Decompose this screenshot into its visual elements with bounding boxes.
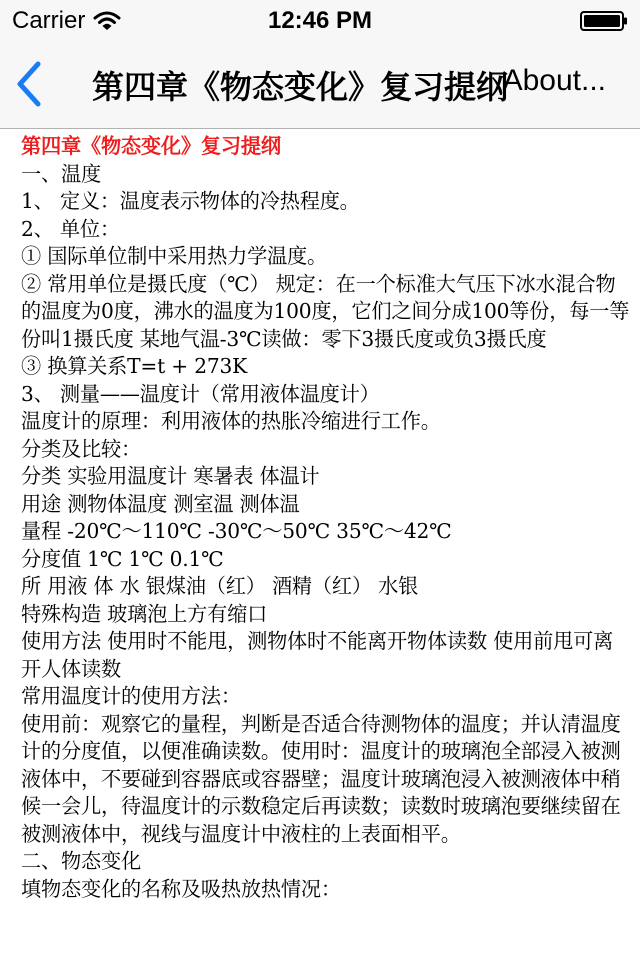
document-line: 用途 测物体温度 测室温 测体温 (21, 491, 300, 516)
back-button[interactable] (8, 58, 56, 110)
document-line: 1、 定义：温度表示物体的冷热程度。 (21, 189, 360, 213)
document-line: ② 常用单位是摄氏度（℃） 规定：在一个标准大气压下冰水混合物的温度为0度，沸水的温度为100度，它们之间分成100等份，每一等份叫1摄氏度 某地气温-3℃读做：零下3摄氏度或负3摄氏度 (21, 271, 630, 351)
document-line: 所 用液 体 水 银煤油（红） 酒精（红） 水银 (21, 574, 419, 598)
document-line: 2、 单位： (21, 216, 120, 241)
navigation-bar (0, 40, 640, 129)
status-time: 12:46 PM (267, 7, 373, 34)
document-line: 填物态变化的名称及吸热放热情况： (21, 876, 341, 901)
about-button[interactable]: About... (502, 64, 606, 97)
document-line: 特殊构造 玻璃泡上方有缩口 (21, 601, 268, 626)
document-line: 使用方法 使用时不能甩，测物体时不能离开物体读数 使用前甩可离开人体读数 (21, 629, 614, 681)
document-line: 二、物态变化 (21, 849, 141, 873)
document-content (21, 133, 631, 960)
page-title: 第四章《物态变化》复习提纲 (92, 68, 509, 106)
document-line: 使用前：观察它的量程，判断是否适合待测物体的温度；并认清温度计的分度值，以便准确读数。使用时：温度计的玻璃泡全部浸入被测液体中，不要碰到容器底或容器壁；温度计玻璃泡浸入被测液体中稍候一会儿，待温度计的示数稳定后再读数；读数时玻璃泡要继续留在被测液体中，视线与温度计中液柱的上表面相平。 (21, 711, 621, 846)
document-title: 第四章《物态变化》复习提纲 (21, 134, 281, 158)
battery-icon (580, 11, 628, 31)
document-line: 3、 测量——温度计（常用液体温度计） (21, 381, 380, 406)
carrier-label: Carrier (12, 7, 86, 34)
document-line: 常用温度计的使用方法： (21, 684, 241, 708)
chevron-left-icon (8, 58, 56, 110)
document-line: 一、温度 (21, 161, 101, 186)
document-line: 分度值 1℃ 1℃ 0.1℃ (21, 546, 224, 571)
document-line: ① 国际单位制中采用热力学温度。 (21, 244, 328, 268)
document-line: 分类及比较： (21, 436, 141, 461)
document-line: ③ 换算关系T=t + 273K (21, 354, 248, 378)
document-line: 温度计的原理：利用液体的热胀冷缩进行工作。 (21, 409, 441, 433)
document-line: 分类 实验用温度计 寒暑表 体温计 (21, 464, 320, 488)
document-line: 量程 -20℃～110℃ -30℃～50℃ 35℃～42℃ (21, 519, 452, 543)
status-bar (0, 0, 640, 40)
